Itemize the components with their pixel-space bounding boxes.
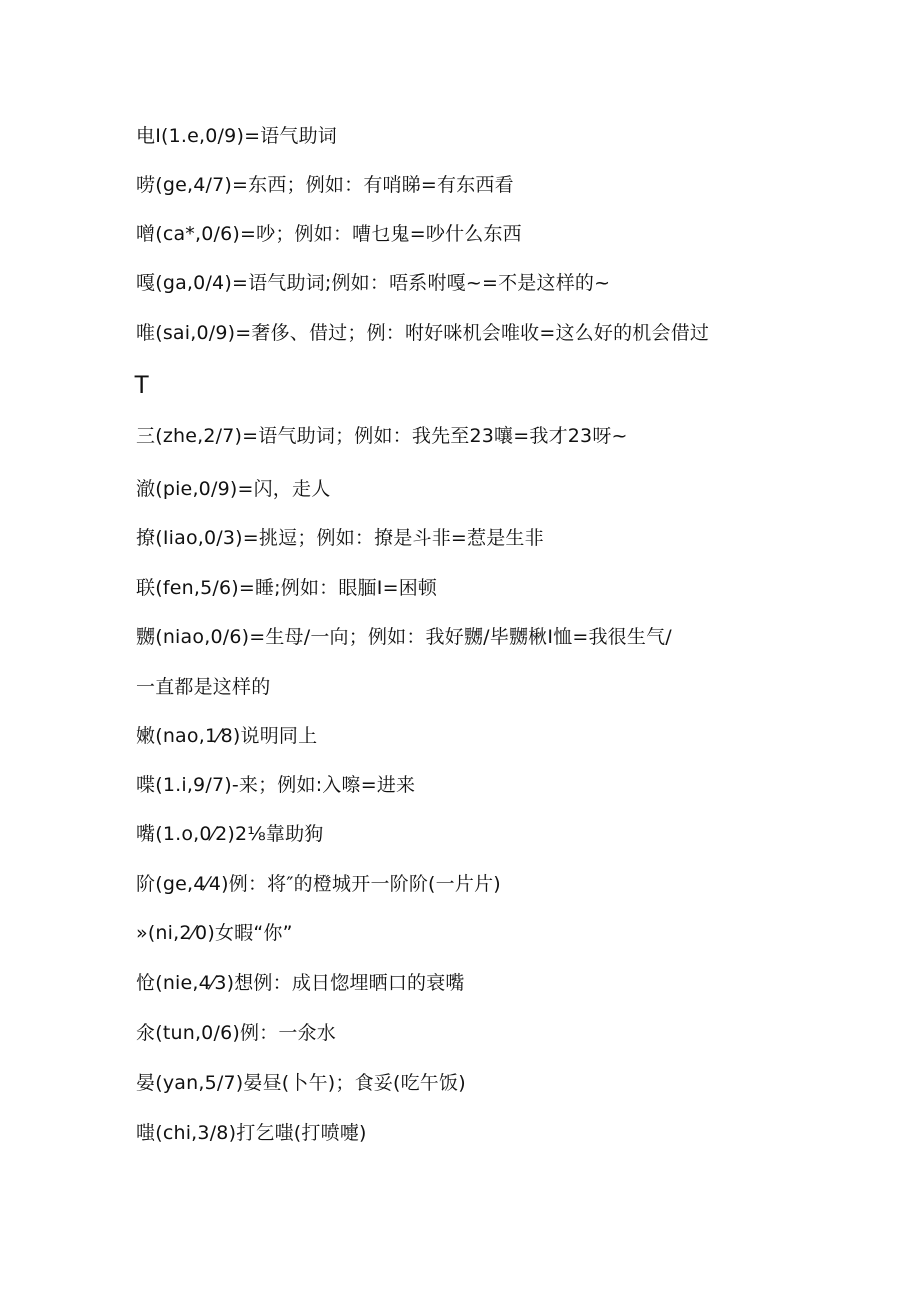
entry-line: 联(fen,5/6)=睡;例如：眼腼I=困顿 [136, 577, 438, 599]
entry-line: 噌(ca*,0/6)=吵；例如：嘈乜鬼=吵什么东西 [136, 223, 522, 245]
entry-line: 怆(nie,4⁄3)想例：成日惚埋晒口的衰嘴 [136, 972, 465, 994]
entry-line: 嫩(nao,1⁄8)说明同上 [136, 725, 318, 747]
entry-line: »(ni,2⁄0)女暇“你” [136, 922, 293, 944]
entry-line: 电I(1.e,0/9)=语气助词 [136, 125, 337, 147]
section-heading: T [134, 371, 150, 399]
entry-line: 嘴(1.o,0⁄2)2⅛靠助狗 [136, 823, 324, 845]
entry-line: 一直都是这样的 [136, 676, 271, 698]
entry-line: 氽(tun,0/6)例：一氽水 [136, 1022, 336, 1044]
entry-line: 嗤(chi,3/8)打乞嗤(打喷嚏) [136, 1122, 367, 1144]
entry-line: 唠(ge,4/7)=东西；例如：有哨睇=有东西看 [136, 174, 514, 196]
entry-line: 嘎(ga,0/4)=语气助词;例如：唔系咐嘎~=不是这样的~ [136, 272, 611, 294]
entry-line: 嬲(niao,0/6)=生母/一向；例如：我好嬲/毕嬲楸I恤=我很生气/ [136, 626, 672, 648]
entry-line: 喋(1.i,9/7)-来；例如:入嚓=进来 [136, 774, 416, 796]
entry-line: 三(zhe,2/7)=语气助词；例如：我先至23嚷=我才23呀~ [136, 425, 628, 447]
entry-line: 晏(yan,5/7)晏昼(卜午)；食妥(吃午饭) [136, 1072, 466, 1094]
entry-line: 唯(sai,0/9)=奢侈、借过；例：咐好咪机会唯收=这么好的机会借过 [136, 322, 710, 344]
entry-line: 撩(Iiao,0/3)=挑逗；例如：撩是斗非=惹是生非 [136, 527, 544, 549]
entry-line: 阶(ge,4⁄4)例：将″的橙城开一阶阶(一片片) [136, 873, 501, 895]
entry-line: 澈(pie,0/9)=闪，走人 [136, 478, 331, 500]
